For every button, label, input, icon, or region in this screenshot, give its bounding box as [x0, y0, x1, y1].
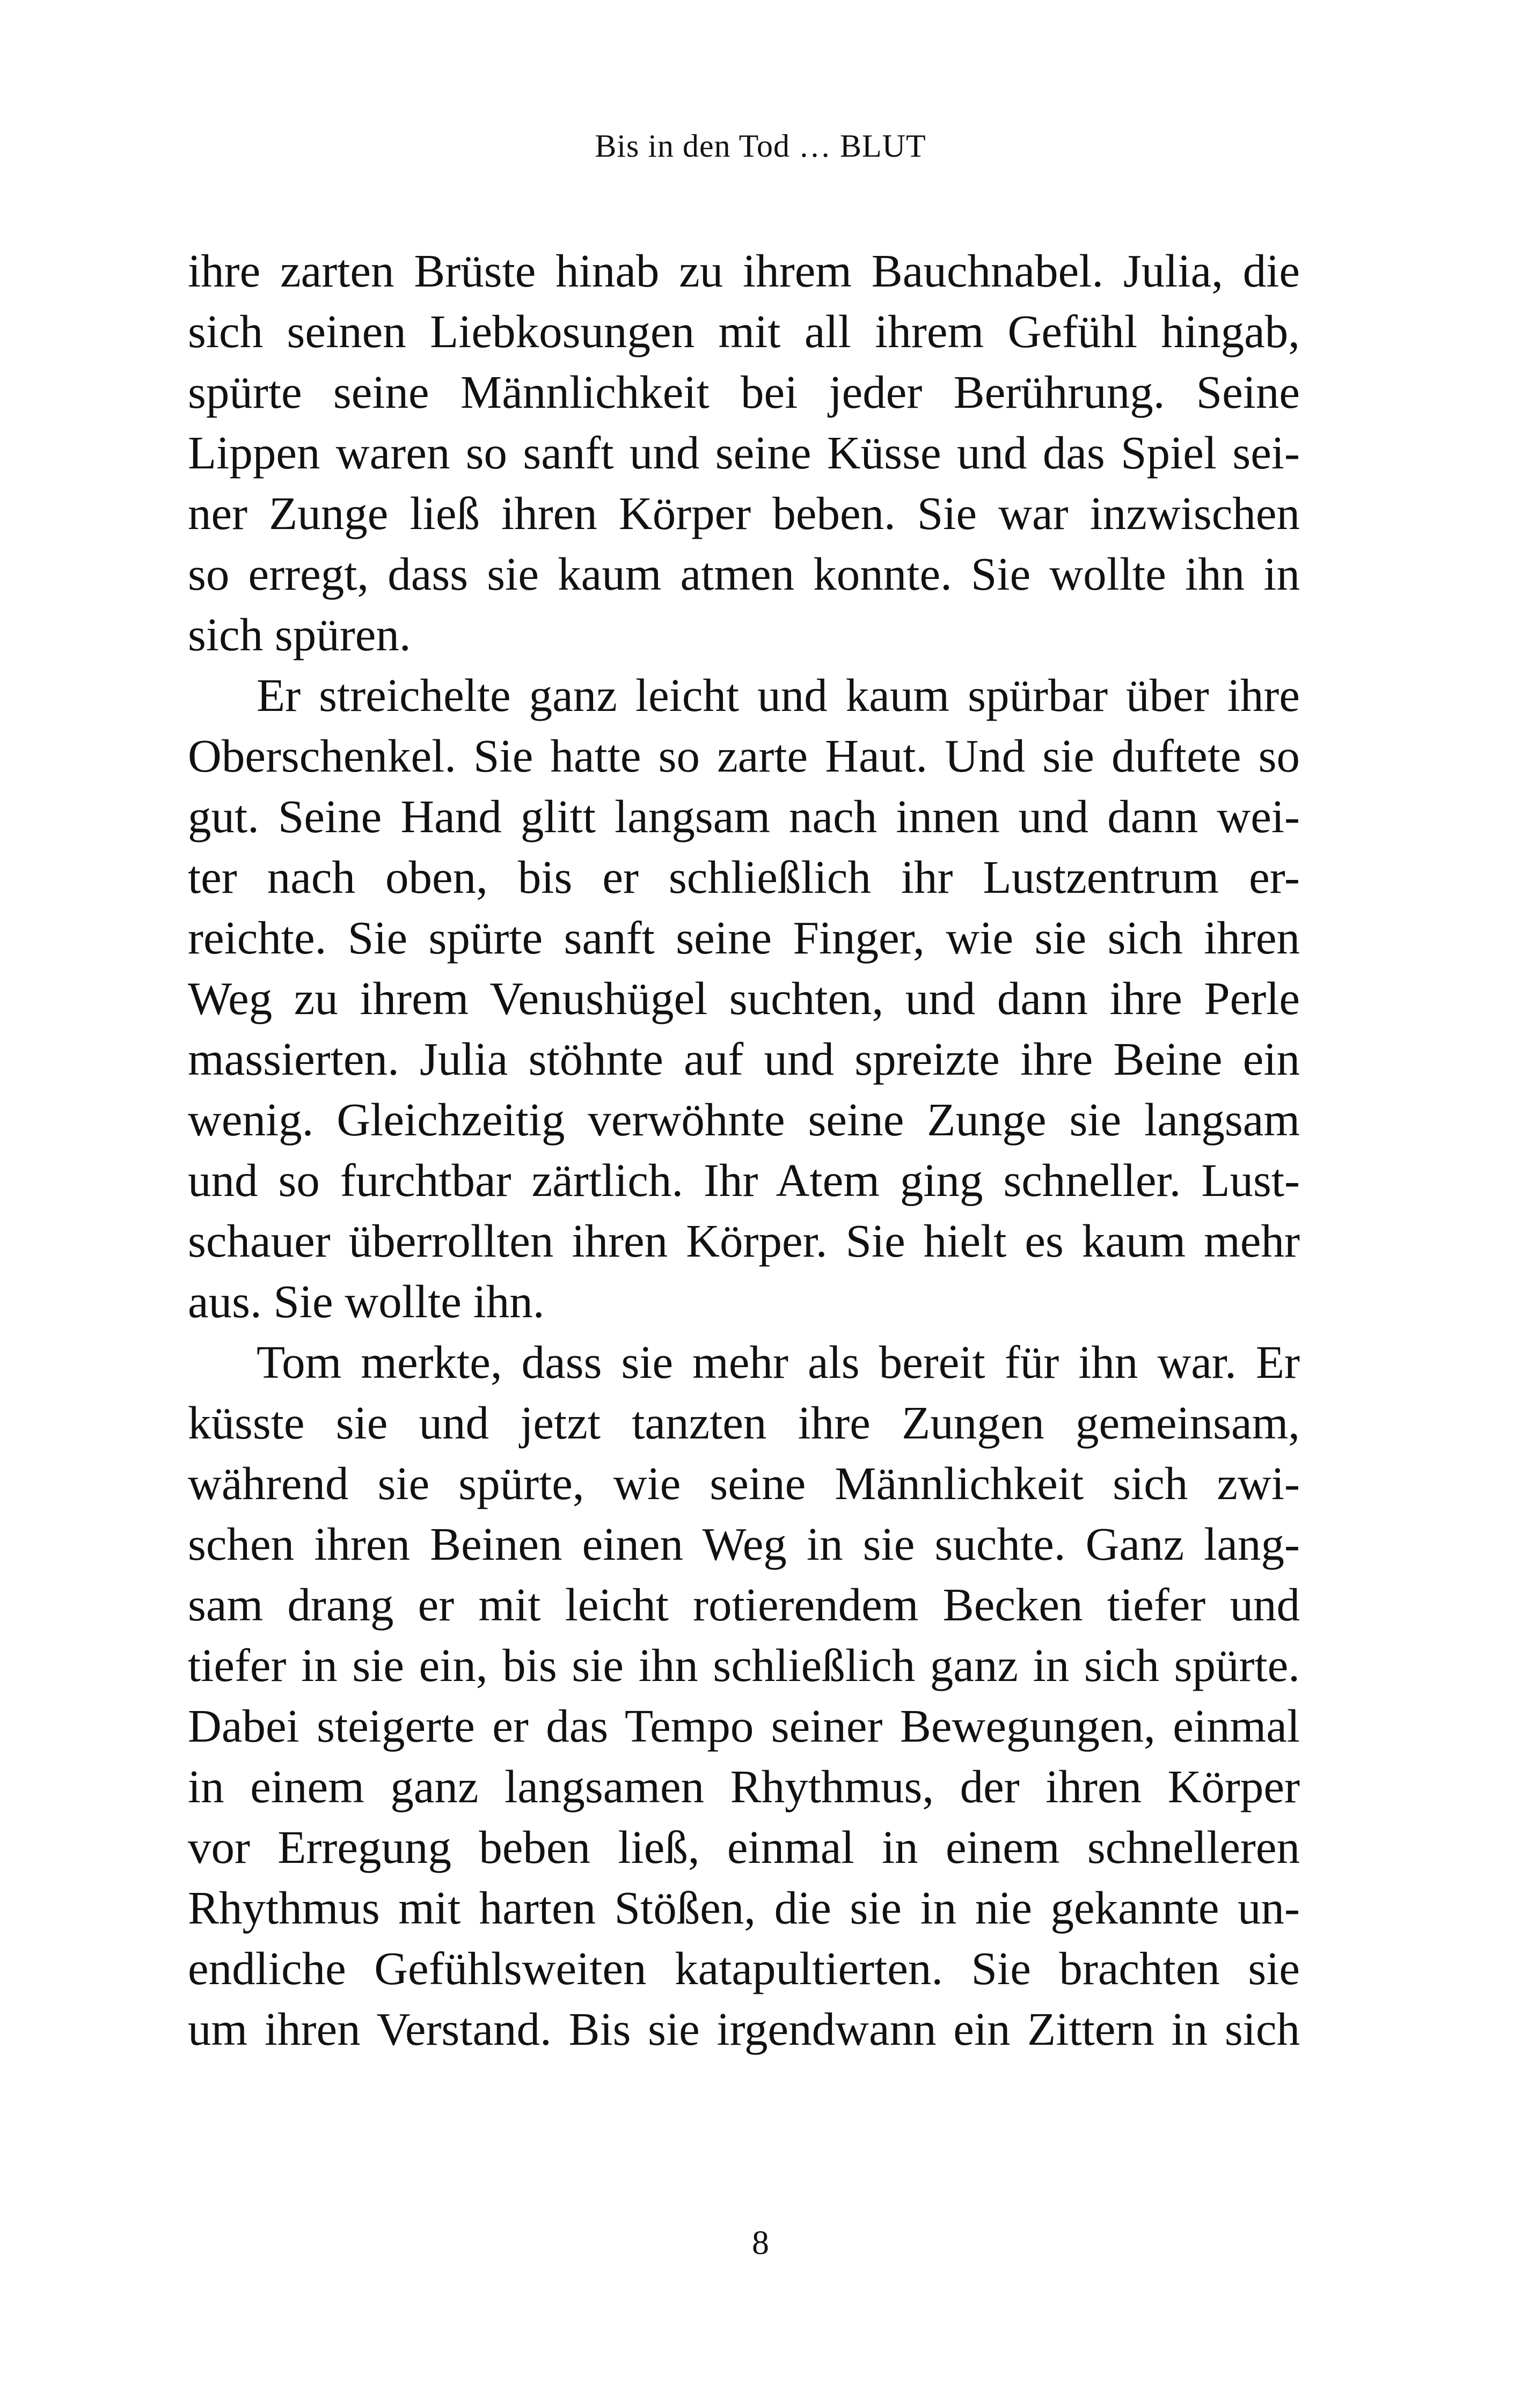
text-line: um ihren Verstand. Bis sie irgendwann ein Zittern in sich	[188, 2003, 1300, 2055]
text-line: tiefer in sie ein, bis sie ihn schließlich ganz in sich spürte.	[188, 1639, 1300, 1691]
text-line: sich seinen Liebkosungen mit all ihrem Gefühl hingab,	[188, 305, 1300, 357]
text-line: ter nach oben, bis er schließlich ihr Lustzentrum er-	[188, 851, 1300, 903]
text-line: reichte. Sie spürte sanft seine Finger, wie sie sich ihren	[188, 912, 1300, 964]
text-line: massierten. Julia stöhnte auf und spreizte ihre Beine ein	[188, 1033, 1300, 1085]
text-line: Weg zu ihrem Venushügel suchten, und dann ihre Perle	[188, 972, 1300, 1024]
text-line: und so furchtbar zärtlich. Ihr Atem ging schneller. Lust-	[188, 1154, 1300, 1206]
text-line-paragraph-start: Tom merkte, dass sie mehr als bereit für ihn war. Er	[257, 1336, 1300, 1388]
text-line: schauer überrollten ihren Körper. Sie hielt es kaum mehr	[188, 1215, 1300, 1267]
text-line: schen ihren Beinen einen Weg in sie suchte. Ganz lang-	[188, 1518, 1300, 1570]
text-line: so erregt, dass sie kaum atmen konnte. Sie wollte ihn in	[188, 548, 1300, 600]
text-line: in einem ganz langsamen Rhythmus, der ihren Körper	[188, 1760, 1300, 1812]
page-number: 8	[752, 2223, 769, 2262]
text-line: Rhythmus mit harten Stößen, die sie in nie gekannte un-	[188, 1882, 1300, 1934]
text-line: spürte seine Männlichkeit bei jeder Berührung. Seine	[188, 366, 1300, 418]
text-line: küsste sie und jetzt tanzten ihre Zungen gemeinsam,	[188, 1397, 1300, 1449]
text-line: ner Zunge ließ ihren Körper beben. Sie war inzwischen	[188, 487, 1300, 539]
text-line: Oberschenkel. Sie hatte so zarte Haut. Und sie duftete so	[188, 730, 1300, 782]
text-line: ihre zarten Brüste hinab zu ihrem Bauchnabel. Julia, die	[188, 245, 1300, 297]
text-line: während sie spürte, wie seine Männlichkeit sich zwi-	[188, 1457, 1300, 1509]
text-line: gut. Seine Hand glitt langsam nach innen und dann wei-	[188, 790, 1300, 842]
text-line-paragraph-start: Er streichelte ganz leicht und kaum spürbar über ihre	[257, 669, 1300, 721]
text-line: vor Erregung beben ließ, einmal in einem schnelleren	[188, 1821, 1300, 1873]
text-line: endliche Gefühlsweiten katapultierten. Sie brachten sie	[188, 1942, 1300, 1994]
running-header-title: Bis in den Tod … BLUT	[595, 128, 926, 164]
text-line: sam drang er mit leicht rotierendem Becken tiefer und	[188, 1579, 1300, 1631]
text-line: wenig. Gleichzeitig verwöhnte seine Zunge sie langsam	[188, 1093, 1300, 1146]
text-line-paragraph-end: aus. Sie wollte ihn.	[188, 1275, 545, 1327]
text-line-paragraph-end: sich spüren.	[188, 608, 411, 660]
text-line: Lippen waren so sanft und seine Küsse und das Spiel sei-	[188, 427, 1300, 479]
text-line: Dabei steigerte er das Tempo seiner Bewegungen, einmal	[188, 1700, 1300, 1752]
page-body-text	[188, 240, 1300, 2059]
